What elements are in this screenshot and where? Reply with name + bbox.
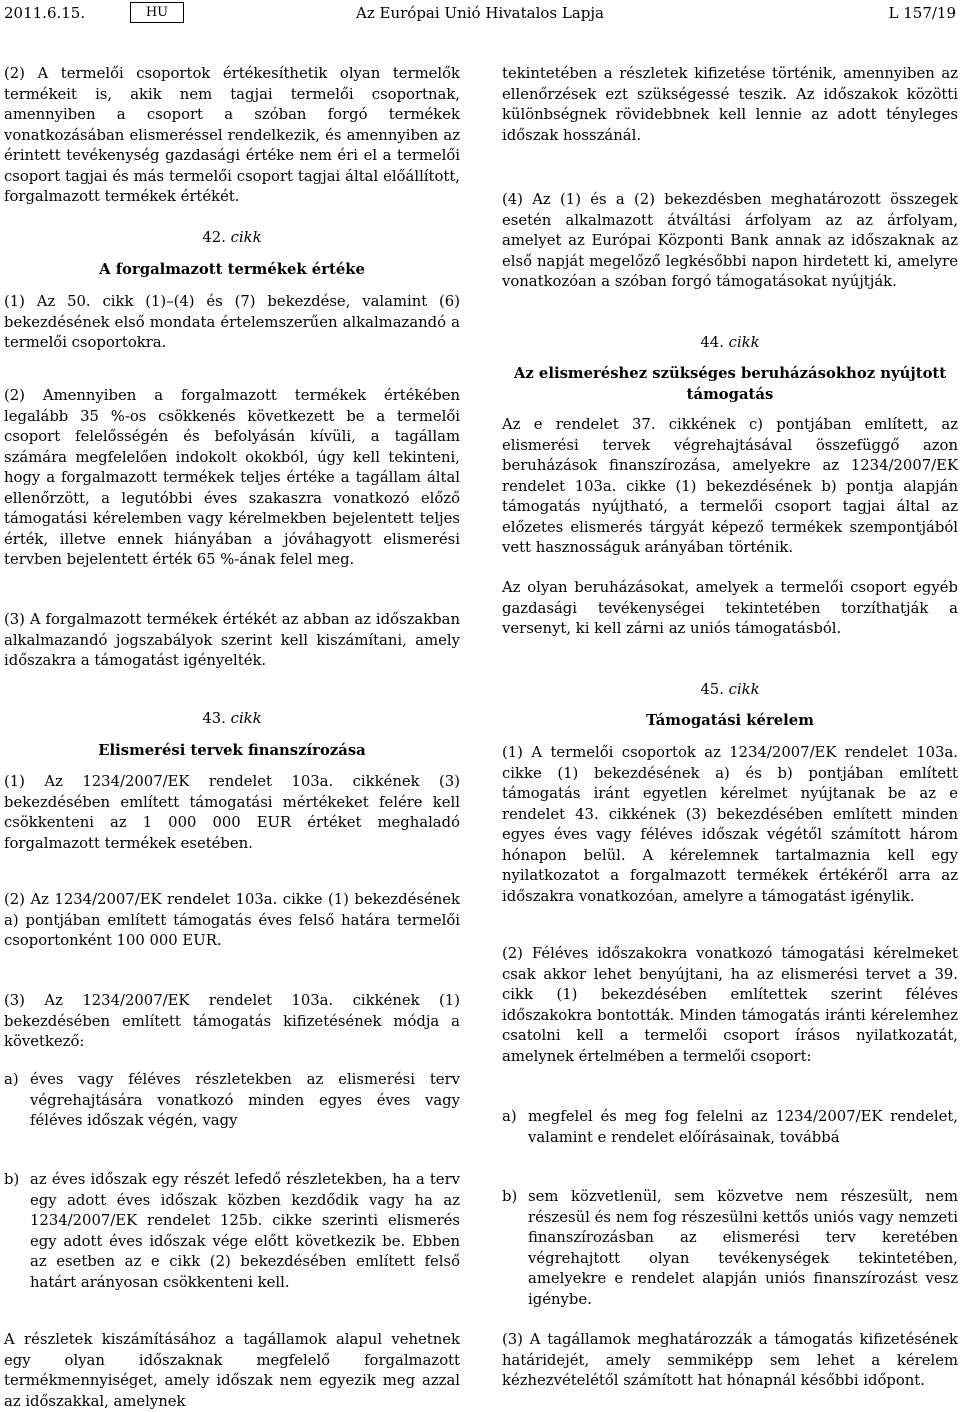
list-item: b) sem közvetlenül, sem közvetve nem részesült, nem részesül és nem fog részesülni kettős uniós vagy nemzeti finanszírozásban az elismerési terv keretében végrehajtott olyan tevékenységek tekintetében, amelyekre e rendelet alapján uniós finanszírozást vesz igénybe. <box>502 1188 958 1308</box>
article-43-number: 43. cikk <box>202 710 262 727</box>
paragraph: Az olyan beruházásokat, amelyek a termelői csoport egyéb gazdasági tevékenységei tekintetében torzíthatják a versenyt, ki kell zárni az uniós támogatásból. <box>502 579 958 637</box>
paragraph: (1) Az 1234/2007/EK rendelet 103a. cikkének (3) bekezdésében említett támogatási mértékeket felére kell csökkenteni az 1 000 000 EUR értéket meghaladó forgalmazott termékek esetében. <box>4 773 460 852</box>
paragraph: (2) A termelői csoportok értékesíthetik olyan termelők termékeit is, akik nem tagjai termelői csoportnak, amennyiben a csoport a szóban forgó termékek vonatkozásában elismeréssel rendelkezik, és amennyiben az érintett tevékenység gazdasági értéke nem éri el a termelői csoport tagjai és más termelői csoport tagjai által előállított, forgalmazott termékek értékét. <box>4 65 460 205</box>
journal-date: 2011.6.15. <box>4 4 86 22</box>
paragraph: (1) Az 50. cikk (1)–(4) és (7) bekezdése, valamint (6) bekezdésének első mondata értelemszerűen alkalmazandó a termelői csoportokra. <box>4 293 460 351</box>
article-44-title: Az elismeréshez szükséges beruházásokhoz nyújtott támogatás <box>513 365 947 403</box>
paragraph: (3) A forgalmazott termékek értékét az abban az időszakban alkalmazandó jogszabályok szerint kell kiszámítani, amely időszakra a támogatást igényelték. <box>4 611 460 669</box>
journal-title: Az Európai Unió Hivatalos Lapja <box>356 4 604 22</box>
page-header <box>0 0 960 26</box>
article-44-number: 44. cikk <box>700 334 760 351</box>
paragraph: (4) Az (1) és a (2) bekezdésben meghatározott összegek esetén alkalmazott átváltási árfolyam az az árfolyam, amelyet az Európai Központi Bank annak az időszaknak az első napját megelőző legkésőbbi napon hirdetett ki, amelyre vonatkozóan a szóban forgó támogatásokat nyújtják. <box>502 191 958 290</box>
paragraph: (2) Amennyiben a forgalmazott termékek értékében legalább 35 %-os csökkenés következett be a termelői csoport felelősségén és befolyásán kívüli, a tagállam számára megfelelően indokolt okokból, úgy kell tekinteni, hogy a forgalmazott termékek teljes értéke a tagállam által ellenőrzött, a legutóbbi éves szakaszra vonatkozó előző támogatási kérelemben vagy kérelmekben bejelentett teljes érték, illetve ennek hiányában a jóváhagyott elismerési tervben bejelentett érték 65 %-ának felel meg. <box>4 387 460 568</box>
article-43-title: Elismerési tervek finanszírozása <box>98 742 366 759</box>
article-42-title: A forgalmazott termékek értéke <box>99 261 365 278</box>
list-item: a) éves vagy féléves részletekben az elismerési terv végrehajtására vonatkozó minden egyes éves vagy féléves időszak végén, vagy <box>4 1071 460 1129</box>
list-item: b) az éves időszak egy részét lefedő részletekben, ha a terv egy adott éves időszak közben kezdődik vagy ha az 1234/2007/EK rendelet 125b. cikke szerinti elismerés egy adott éves időszak vége előtt következik be. Ebben az esetben az e cikk (2) bekezdésében említett felső határt arányosan csökkenteni kell. <box>4 1171 460 1291</box>
paragraph: (3) Az 1234/2007/EK rendelet 103a. cikkének (1) bekezdésében említett támogatás kifizetésének módja a következő: <box>4 992 460 1050</box>
paragraph: (2) Az 1234/2007/EK rendelet 103a. cikke (1) bekezdésének a) pontjában említett támogatás éves felső határa termelői csoportonként 100 000 EUR. <box>4 891 460 949</box>
page-number: L 157/19 <box>888 4 956 22</box>
article-45-number: 45. cikk <box>700 681 760 698</box>
article-42-number: 42. cikk <box>202 229 262 246</box>
paragraph: (2) Féléves időszakokra vonatkozó támogatási kérelmeket csak akkor lehet benyújtani, ha az elismerési tervet a 39. cikk (1) bekezdésében említettek szerint féléves időszakokra bontották. Minden támogatás iránti kérelemhez csatolni kell a termelői csoport írásos nyilatkozatát, amelynek értelmében a termelői csoport: <box>502 945 958 1065</box>
list-item: a) megfelel és meg fog felelni az 1234/2007/EK rendelet, valamint e rendelet előírásainak, továbbá <box>502 1108 958 1146</box>
paragraph: (3) A tagállamok meghatározzák a támogatás kifizetésének határidejét, amely semmiképp sem lehet a kérelem kézhezvételétől számított hat hónapnál későbbi időpont. <box>502 1331 958 1389</box>
article-45-title: Támogatási kérelem <box>646 712 814 729</box>
language-badge: HU <box>130 2 184 23</box>
paragraph: Az e rendelet 37. cikkének c) pontjában említett, az elismerési tervek végrehajtásával összefüggő azon beruházások finanszírozása, amelyekre az 1234/2007/EK rendelet 103a. cikke (1) bekezdésének b) pontja alapján támogatás nyújtható, a termelői csoport tagjai által az előzetes elismerés tárgyát képező termékek szempontjából vett hasznosságuk arányában történik. <box>502 416 958 556</box>
paragraph: tekintetében a részletek kifizetése történik, amennyiben az ellenőrzések ezt szükségessé teszik. Az időszakok közötti különbségnek rövidebbnek kell lennie az adott tényleges időszak hosszánál. <box>502 65 958 144</box>
paragraph: (1) A termelői csoportok az 1234/2007/EK rendelet 103a. cikke (1) bekezdésének a) és b) pontjában említett támogatás iránt egyetlen kérelmet nyújtanak be az e rendelet 43. cikkének (3) bekezdésében említett minden egyes éves vagy féléves időszak végétől számított három hónapon belül. A kérelemnek tartalmaznia kell egy nyilatkozatot a forgalmazott termékek értékéről arra az időszakra vonatkozóan, amelyre a támogatást igénylik. <box>502 744 958 905</box>
paragraph: A részletek kiszámításához a tagállamok alapul vehetnek egy olyan időszaknak megfelelő forgalmazott termékmennyiséget, amely időszak nem egyezik meg azzal az időszakkal, amelynek <box>4 1331 460 1410</box>
